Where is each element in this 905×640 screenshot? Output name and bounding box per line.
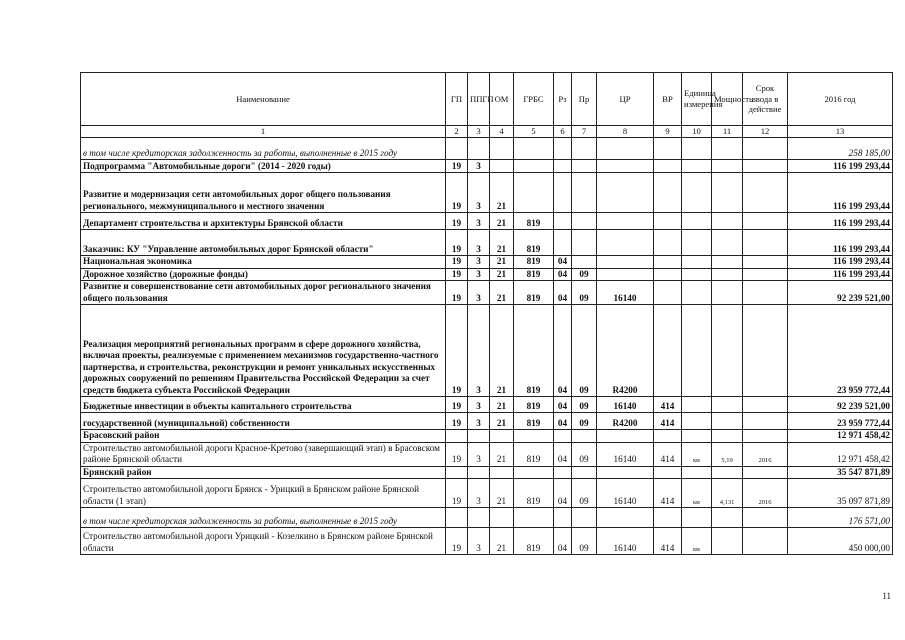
cell-pr — [572, 230, 597, 256]
cell-gp: 19 — [446, 305, 468, 397]
cell-vr — [654, 508, 682, 528]
cell-cr: 16140 — [597, 442, 654, 466]
col-term-header: Срок ввода в действие — [743, 73, 788, 126]
cell-rz: 04 — [554, 479, 572, 508]
cell-grbs — [514, 466, 554, 479]
cell-capacity: 4,131 — [712, 479, 743, 508]
cell-unit — [682, 466, 712, 479]
budget-table — [80, 72, 893, 555]
cell-capacity — [712, 281, 743, 305]
cell-rz — [554, 160, 572, 173]
cell-ppgp: 3 — [468, 442, 490, 466]
cell-unit: км — [682, 479, 712, 508]
row-name: Брянский район — [81, 466, 446, 479]
table-row — [81, 268, 893, 281]
table-row — [81, 466, 893, 479]
cell-gp: 19 — [446, 442, 468, 466]
cell-vr — [654, 213, 682, 230]
cell-gp: 19 — [446, 230, 468, 256]
cell-ppgp: 3 — [468, 213, 490, 230]
col-om-header: ОМ — [490, 73, 514, 126]
cell-om: 21 — [490, 442, 514, 466]
table-row — [81, 528, 893, 555]
cell-unit — [682, 508, 712, 528]
cell-unit — [682, 397, 712, 413]
cell-cr — [597, 508, 654, 528]
cell-vr — [654, 281, 682, 305]
cell-ppgp: 3 — [468, 413, 490, 430]
cell-amount: 116 199 293,44 — [788, 213, 893, 230]
cell-gp — [446, 508, 468, 528]
cell-grbs: 819 — [514, 442, 554, 466]
cell-unit: км — [682, 442, 712, 466]
row-name: Развитие и модернизация сети автомобильных дорог общего пользования регионального, межмуниципального и местного значения — [81, 173, 446, 213]
row-name: в том числе кредиторская задолженность за работы, выполненные в 2015 году — [81, 138, 446, 160]
cell-term — [743, 173, 788, 213]
cell-vr: 414 — [654, 397, 682, 413]
cell-pr: 09 — [572, 305, 597, 397]
cell-term — [743, 281, 788, 305]
cell-unit — [682, 413, 712, 430]
cell-term — [743, 305, 788, 397]
table-row — [81, 160, 893, 173]
row-name: Реализация мероприятий региональных программ в сфере дорожного хозяйства, включая проекты, реализуемые с применением механизмов государственно-частного партнерства, и строительства, реконструкции и ремонт уникальных искусственных дорожных сооружений по решениям Правительства Российской Федерации за счет средств бюджета субъекта Российской Федерации — [81, 305, 446, 397]
cell-vr — [654, 173, 682, 213]
cell-rz — [554, 138, 572, 160]
cell-ppgp: 3 — [468, 160, 490, 173]
cell-pr: 09 — [572, 528, 597, 555]
row-name: в том числе кредиторская задолженность за работы, выполненные в 2015 году — [81, 508, 446, 528]
cell-amount: 92 239 521,00 — [788, 281, 893, 305]
row-name: Дорожное хозяйство (дорожные фонды) — [81, 268, 446, 281]
cell-pr — [572, 213, 597, 230]
row-name: Бюджетные инвестиции в объекты капитального строительства — [81, 397, 446, 413]
cell-capacity — [712, 268, 743, 281]
cell-ppgp — [468, 138, 490, 160]
cell-pr — [572, 138, 597, 160]
cell-grbs — [514, 138, 554, 160]
cell-vr — [654, 268, 682, 281]
cell-grbs: 819 — [514, 281, 554, 305]
cell-term — [743, 213, 788, 230]
cell-om: 21 — [490, 213, 514, 230]
cell-om: 21 — [490, 173, 514, 213]
cell-grbs: 819 — [514, 256, 554, 269]
table-row — [81, 397, 893, 413]
cell-ppgp: 3 — [468, 305, 490, 397]
header-row — [81, 73, 893, 126]
cell-pr — [572, 466, 597, 479]
col-cr-header: ЦР — [597, 73, 654, 126]
column-number: 5 — [514, 126, 554, 138]
cell-amount: 12 971 458,42 — [788, 442, 893, 466]
cell-gp: 19 — [446, 213, 468, 230]
cell-cr — [597, 160, 654, 173]
cell-capacity — [712, 160, 743, 173]
column-number: 4 — [490, 126, 514, 138]
cell-amount: 12 971 458,42 — [788, 430, 893, 443]
cell-pr — [572, 256, 597, 269]
cell-om: 21 — [490, 479, 514, 508]
cell-om: 21 — [490, 230, 514, 256]
cell-rz — [554, 173, 572, 213]
cell-pr: 09 — [572, 413, 597, 430]
cell-term — [743, 466, 788, 479]
cell-term: 2016 — [743, 442, 788, 466]
cell-ppgp: 3 — [468, 256, 490, 269]
cell-amount: 35 547 871,89 — [788, 466, 893, 479]
cell-pr: 09 — [572, 397, 597, 413]
cell-cr: 16140 — [597, 281, 654, 305]
column-number: 3 — [468, 126, 490, 138]
table-row — [81, 479, 893, 508]
col-capacity-header: Мощность — [712, 73, 743, 126]
table-body — [81, 138, 893, 555]
cell-amount: 116 199 293,44 — [788, 173, 893, 213]
cell-amount: 35 097 871,89 — [788, 479, 893, 508]
cell-pr: 09 — [572, 268, 597, 281]
cell-term — [743, 160, 788, 173]
cell-amount: 116 199 293,44 — [788, 256, 893, 269]
cell-pr: 09 — [572, 442, 597, 466]
col-pr-header: Пр — [572, 73, 597, 126]
cell-om: 21 — [490, 528, 514, 555]
cell-capacity — [712, 466, 743, 479]
cell-rz — [554, 508, 572, 528]
cell-ppgp: 3 — [468, 479, 490, 508]
cell-om: 21 — [490, 281, 514, 305]
cell-capacity — [712, 430, 743, 443]
cell-amount: 258 185,00 — [788, 138, 893, 160]
cell-pr: 09 — [572, 281, 597, 305]
cell-capacity — [712, 256, 743, 269]
cell-gp — [446, 138, 468, 160]
cell-amount: 116 199 293,44 — [788, 230, 893, 256]
cell-term — [743, 397, 788, 413]
table-row — [81, 442, 893, 466]
cell-term — [743, 256, 788, 269]
cell-om — [490, 466, 514, 479]
table-row — [81, 230, 893, 256]
cell-rz — [554, 230, 572, 256]
column-number: 8 — [597, 126, 654, 138]
cell-grbs: 819 — [514, 268, 554, 281]
row-name: Строительство автомобильной дороги Урицкий - Козелкино в Брянском районе Брянской области — [81, 528, 446, 555]
cell-grbs: 819 — [514, 397, 554, 413]
cell-rz: 04 — [554, 268, 572, 281]
row-name: Подпрограмма "Автомобильные дороги" (2014 - 2020 годы) — [81, 160, 446, 173]
cell-vr: 414 — [654, 442, 682, 466]
cell-ppgp — [468, 508, 490, 528]
cell-unit — [682, 160, 712, 173]
cell-grbs: 819 — [514, 413, 554, 430]
cell-grbs: 819 — [514, 528, 554, 555]
cell-rz — [554, 466, 572, 479]
cell-cr — [597, 230, 654, 256]
col-gp-header: ГП — [446, 73, 468, 126]
table-row — [81, 305, 893, 397]
cell-rz: 04 — [554, 397, 572, 413]
cell-grbs: 819 — [514, 230, 554, 256]
page-number: 11 — [882, 591, 891, 601]
cell-ppgp: 3 — [468, 281, 490, 305]
cell-cr: R4200 — [597, 413, 654, 430]
cell-vr — [654, 305, 682, 397]
cell-om — [490, 160, 514, 173]
cell-capacity — [712, 213, 743, 230]
cell-vr: 414 — [654, 528, 682, 555]
table-row — [81, 281, 893, 305]
cell-amount: 116 199 293,44 — [788, 160, 893, 173]
cell-amount: 23 959 772,44 — [788, 305, 893, 397]
cell-pr — [572, 160, 597, 173]
cell-gp — [446, 430, 468, 443]
column-number: 1 — [81, 126, 446, 138]
cell-vr — [654, 230, 682, 256]
column-number: 12 — [743, 126, 788, 138]
cell-grbs: 819 — [514, 305, 554, 397]
column-number: 13 — [788, 126, 893, 138]
column-number: 11 — [712, 126, 743, 138]
cell-gp: 19 — [446, 479, 468, 508]
cell-ppgp: 3 — [468, 397, 490, 413]
row-name: Строительство автомобильной дороги Красное-Кретово (завершающий этап) в Брасовском районе Брянской области — [81, 442, 446, 466]
cell-grbs — [514, 173, 554, 213]
cell-vr — [654, 430, 682, 443]
cell-om — [490, 138, 514, 160]
cell-capacity — [712, 305, 743, 397]
cell-grbs: 819 — [514, 479, 554, 508]
cell-cr — [597, 173, 654, 213]
cell-grbs — [514, 508, 554, 528]
cell-om: 21 — [490, 397, 514, 413]
cell-gp: 19 — [446, 281, 468, 305]
cell-pr — [572, 430, 597, 443]
table-row — [81, 413, 893, 430]
cell-cr: 16140 — [597, 528, 654, 555]
cell-cr — [597, 256, 654, 269]
cell-unit — [682, 305, 712, 397]
cell-gp: 19 — [446, 256, 468, 269]
cell-vr: 414 — [654, 413, 682, 430]
col-year-header: 2016 год — [788, 73, 893, 126]
cell-om — [490, 430, 514, 443]
cell-capacity — [712, 508, 743, 528]
cell-grbs — [514, 160, 554, 173]
cell-cr — [597, 430, 654, 443]
cell-ppgp — [468, 466, 490, 479]
cell-term — [743, 430, 788, 443]
cell-cr — [597, 268, 654, 281]
cell-gp: 19 — [446, 413, 468, 430]
col-vr-header: ВР — [654, 73, 682, 126]
table-row — [81, 508, 893, 528]
cell-term — [743, 230, 788, 256]
cell-om: 21 — [490, 413, 514, 430]
cell-ppgp: 3 — [468, 173, 490, 213]
cell-unit — [682, 281, 712, 305]
cell-om: 21 — [490, 268, 514, 281]
cell-gp: 19 — [446, 173, 468, 213]
table-row — [81, 213, 893, 230]
cell-vr — [654, 466, 682, 479]
cell-amount: 92 239 521,00 — [788, 397, 893, 413]
cell-vr — [654, 138, 682, 160]
col-ppgp-header: ППГП — [468, 73, 490, 126]
cell-capacity — [712, 138, 743, 160]
cell-ppgp: 3 — [468, 528, 490, 555]
row-name: Заказчик: КУ "Управление автомобильных дорог Брянской области" — [81, 230, 446, 256]
row-name: Национальная экономика — [81, 256, 446, 269]
cell-term — [743, 413, 788, 430]
col-rz-header: Рз — [554, 73, 572, 126]
cell-gp: 19 — [446, 160, 468, 173]
column-number: 9 — [654, 126, 682, 138]
cell-gp: 19 — [446, 268, 468, 281]
cell-vr — [654, 256, 682, 269]
cell-amount: 450 000,00 — [788, 528, 893, 555]
cell-amount: 176 571,00 — [788, 508, 893, 528]
row-name: Развитие и совершенствование сети автомобильных дорог регионального значения общего пользования — [81, 281, 446, 305]
cell-ppgp — [468, 430, 490, 443]
cell-pr — [572, 173, 597, 213]
cell-gp — [446, 466, 468, 479]
cell-unit — [682, 256, 712, 269]
cell-term — [743, 138, 788, 160]
cell-capacity — [712, 397, 743, 413]
cell-grbs — [514, 430, 554, 443]
table-row — [81, 173, 893, 213]
cell-capacity: 5,19 — [712, 442, 743, 466]
col-grbs-header: ГРБС — [514, 73, 554, 126]
column-number: 2 — [446, 126, 468, 138]
cell-amount: 116 199 293,44 — [788, 268, 893, 281]
cell-term — [743, 528, 788, 555]
cell-rz: 04 — [554, 256, 572, 269]
column-number: 6 — [554, 126, 572, 138]
cell-pr: 09 — [572, 479, 597, 508]
cell-unit — [682, 138, 712, 160]
cell-gp: 19 — [446, 528, 468, 555]
cell-rz: 04 — [554, 305, 572, 397]
cell-rz: 04 — [554, 413, 572, 430]
cell-vr — [654, 160, 682, 173]
cell-vr: 414 — [654, 479, 682, 508]
cell-unit — [682, 230, 712, 256]
column-number-row — [81, 126, 893, 138]
cell-term — [743, 508, 788, 528]
cell-unit — [682, 213, 712, 230]
cell-unit — [682, 173, 712, 213]
column-number: 10 — [682, 126, 712, 138]
cell-cr — [597, 466, 654, 479]
cell-capacity — [712, 413, 743, 430]
cell-cr: 16140 — [597, 397, 654, 413]
row-name: государственной (муниципальной) собственности — [81, 413, 446, 430]
cell-pr — [572, 508, 597, 528]
cell-rz — [554, 213, 572, 230]
cell-capacity — [712, 528, 743, 555]
cell-om: 21 — [490, 305, 514, 397]
cell-cr: R4200 — [597, 305, 654, 397]
table-row — [81, 256, 893, 269]
cell-om — [490, 508, 514, 528]
col-unit-header: Единица измерения — [682, 73, 712, 126]
cell-cr — [597, 138, 654, 160]
cell-cr — [597, 213, 654, 230]
row-name: Департамент строительства и архитектуры Брянской области — [81, 213, 446, 230]
cell-rz: 04 — [554, 281, 572, 305]
cell-term — [743, 268, 788, 281]
cell-rz — [554, 430, 572, 443]
table-row — [81, 138, 893, 160]
cell-om: 21 — [490, 256, 514, 269]
cell-capacity — [712, 230, 743, 256]
cell-rz: 04 — [554, 528, 572, 555]
cell-amount: 23 959 772,44 — [788, 413, 893, 430]
table-row — [81, 430, 893, 443]
cell-rz: 04 — [554, 442, 572, 466]
cell-term: 2016 — [743, 479, 788, 508]
cell-ppgp: 3 — [468, 268, 490, 281]
cell-gp: 19 — [446, 397, 468, 413]
cell-capacity — [712, 173, 743, 213]
cell-cr: 16140 — [597, 479, 654, 508]
row-name: Брасовский район — [81, 430, 446, 443]
cell-unit — [682, 430, 712, 443]
col-name-header: Наименование — [81, 73, 446, 126]
cell-unit: км — [682, 528, 712, 555]
cell-unit — [682, 268, 712, 281]
cell-grbs: 819 — [514, 213, 554, 230]
row-name: Строительство автомобильной дороги Брянск - Урицкий в Брянском районе Брянской области (1 этап) — [81, 479, 446, 508]
column-number: 7 — [572, 126, 597, 138]
cell-ppgp: 3 — [468, 230, 490, 256]
